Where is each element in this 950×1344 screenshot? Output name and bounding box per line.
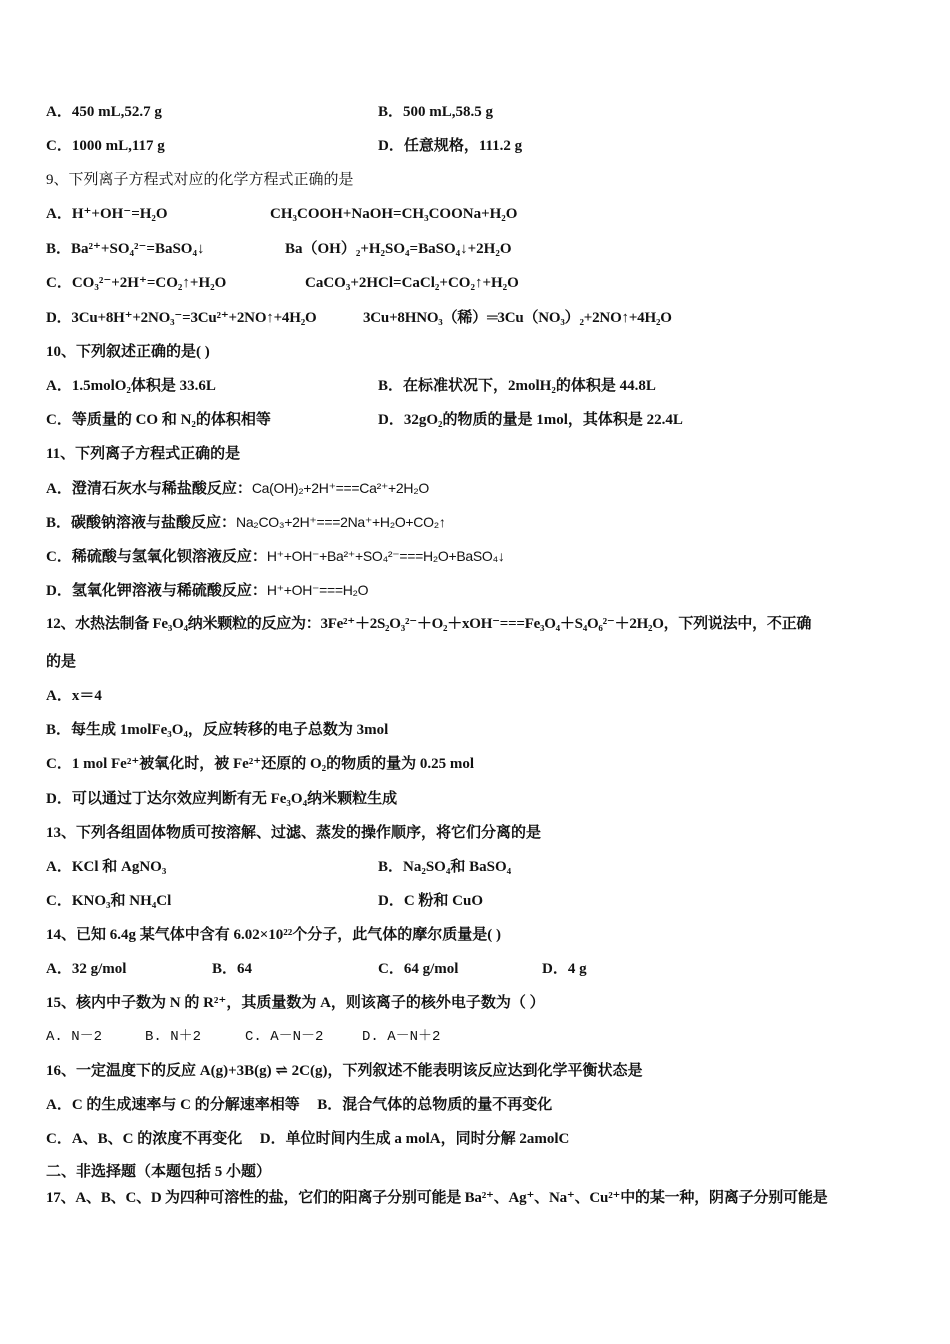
q8-option-c: C．1000 mL,117 g xyxy=(46,138,165,154)
q10-option-d: D．32gO₂的物质的量是 1mol，其体积是 22.4L xyxy=(378,412,683,428)
q11-option-a-label: A．澄清石灰水与稀盐酸反应： xyxy=(46,481,252,497)
q9-option-b-ionic: B．Ba²⁺+SO₄²⁻=BaSO₄↓ xyxy=(46,241,205,257)
q11-option-c-equation: H⁺+OH⁻+Ba²⁺+SO₄²⁻===H₂O+BaSO₄↓ xyxy=(266,548,505,564)
q13-option-c: C．KNO₃和 NH₄Cl xyxy=(46,893,172,909)
q11-option-a-equation: Ca(OH)₂+2H⁺===Ca²⁺+2H₂O xyxy=(251,480,429,496)
q15-option-b: B. N＋2 xyxy=(145,1029,202,1045)
q16-option-c: C．A、B、C 的浓度不再变化 xyxy=(46,1131,243,1147)
q13-stem: 13、下列各组固体物质可按溶解、过滤、蒸发的操作顺序，将它们分离的是 xyxy=(46,825,542,841)
q11-stem: 11、下列离子方程式正确的是 xyxy=(46,446,241,462)
q8-option-a: A．450 mL,52.7 g xyxy=(46,104,162,120)
q11-option-d xyxy=(46,580,368,601)
q16-option-a: A．C 的生成速率与 C 的分解速率相等 xyxy=(46,1097,300,1113)
q16-option-b: B．混合气体的总物质的量不再变化 xyxy=(317,1097,553,1113)
q12-option-d: D．可以通过丁达尔效应判断有无 Fe₃O₄纳米颗粒生成 xyxy=(46,791,398,807)
q16-stem: 16、一定温度下的反应 A(g)+3B(g) ⇌ 2C(g)，下列叙述不能表明该反应达到化学平衡状态是 xyxy=(46,1063,643,1079)
q14-option-a: A．32 g/mol xyxy=(46,961,127,977)
q11-option-b-label: B．碳酸钠溶液与盐酸反应： xyxy=(46,515,237,531)
q15-option-c: C. A－N－2 xyxy=(245,1029,324,1045)
q12-stem-line2: 的是 xyxy=(46,654,77,670)
q14-option-b: B．64 xyxy=(212,961,253,977)
q9-option-a-chemical: CH₃COOH+NaOH=CH₃COONa+H₂O xyxy=(270,206,518,222)
q9-option-a-ionic: A．H⁺+OH⁻=H₂O xyxy=(46,206,168,222)
q12-option-c: C．1 mol Fe²⁺被氧化时，被 Fe²⁺还原的 O₂的物质的量为 0.25 mol xyxy=(46,756,475,772)
q14-stem: 14、已知 6.4g 某气体中含有 6.02×10²²个分子，此气体的摩尔质量是( ) xyxy=(46,927,502,943)
q8-option-d: D．任意规格，111.2 g xyxy=(378,138,523,154)
q9-stem: 9、下列离子方程式对应的化学方程式正确的是 xyxy=(46,172,354,188)
q9-option-c-ionic: C．CO₃²⁻+2H⁺=CO₂↑+H₂O xyxy=(46,275,227,291)
q12-option-a: A．x＝4 xyxy=(46,688,102,704)
q9-option-b-chemical: Ba（OH）₂+H₂SO₄=BaSO₄↓+2H₂O xyxy=(285,241,512,257)
q15-stem: 15、核内中子数为 N 的 R²⁺，其质量数为 A，则该离子的核外电子数为（ ） xyxy=(46,995,545,1011)
q13-option-d: D．C 粉和 CuO xyxy=(378,893,484,909)
q10-stem: 10、下列叙述正确的是( ) xyxy=(46,344,210,360)
q12-option-b: B．每生成 1molFe₃O₄，反应转移的电子总数为 3mol xyxy=(46,722,389,738)
q11-option-b-equation: Na₂CO₃+2H⁺===2Na⁺+H₂O+CO₂↑ xyxy=(236,514,446,530)
q16-option-d: D．单位时间内生成 a molA，同时分解 2amolC xyxy=(259,1131,570,1147)
section2-heading: 二、非选择题（本题包括 5 小题） xyxy=(46,1164,272,1180)
q11-option-d-equation: H⁺+OH⁻===H₂O xyxy=(266,582,369,598)
q9-option-c-chemical: CaCO₃+2HCl=CaCl₂+CO₂↑+H₂O xyxy=(305,275,519,291)
q13-option-a: A．KCl 和 AgNO₃ xyxy=(46,859,167,875)
q11-option-d-label: D．氢氧化钾溶液与稀硫酸反应： xyxy=(46,583,267,599)
q11-option-b xyxy=(46,512,446,533)
q12-stem-line1: 12、水热法制备 Fe₃O₄纳米颗粒的反应为：3Fe²⁺＋2S₂O₃²⁻＋O₂＋xOH⁻===Fe₃O₄＋S₄O₆²⁻＋2H₂O，下列说法中，不正确 xyxy=(46,616,812,632)
q10-option-b: B．在标准状况下，2molH₂的体积是 44.8L xyxy=(378,378,656,394)
q15-option-d: D. A－N＋2 xyxy=(362,1029,441,1045)
q16-options-cd xyxy=(46,1129,569,1149)
q14-option-c: C．64 g/mol xyxy=(378,961,459,977)
q11-option-a xyxy=(46,478,429,499)
q9-option-d-chemical: 3Cu+8HNO₃（稀）═3Cu（NO₃）₂+2NO↑+4H₂O xyxy=(363,310,672,326)
q15-option-a: A. N－2 xyxy=(46,1029,103,1045)
q16-options-ab xyxy=(46,1095,552,1115)
q10-option-c: C．等质量的 CO 和 N₂的体积相等 xyxy=(46,412,271,428)
q14-option-d: D．4 g xyxy=(542,961,587,977)
q8-option-b: B．500 mL,58.5 g xyxy=(378,104,494,120)
q10-option-a: A．1.5molO₂体积是 33.6L xyxy=(46,378,216,394)
q9-option-d-ionic: D．3Cu+8H⁺+2NO₃⁻=3Cu²⁺+2NO↑+4H₂O xyxy=(46,310,317,326)
q13-option-b: B．Na₂SO₄和 BaSO₄ xyxy=(378,859,512,875)
q17-stem: 17、A、B、C、D 为四种可溶性的盐，它们的阳离子分别可能是 Ba²⁺、Ag⁺、Na⁺、Cu²⁺中的某一种，阴离子分别可能是 xyxy=(46,1190,828,1206)
q11-option-c-label: C．稀硫酸与氢氧化钡溶液反应： xyxy=(46,549,267,565)
q11-option-c xyxy=(46,546,505,567)
